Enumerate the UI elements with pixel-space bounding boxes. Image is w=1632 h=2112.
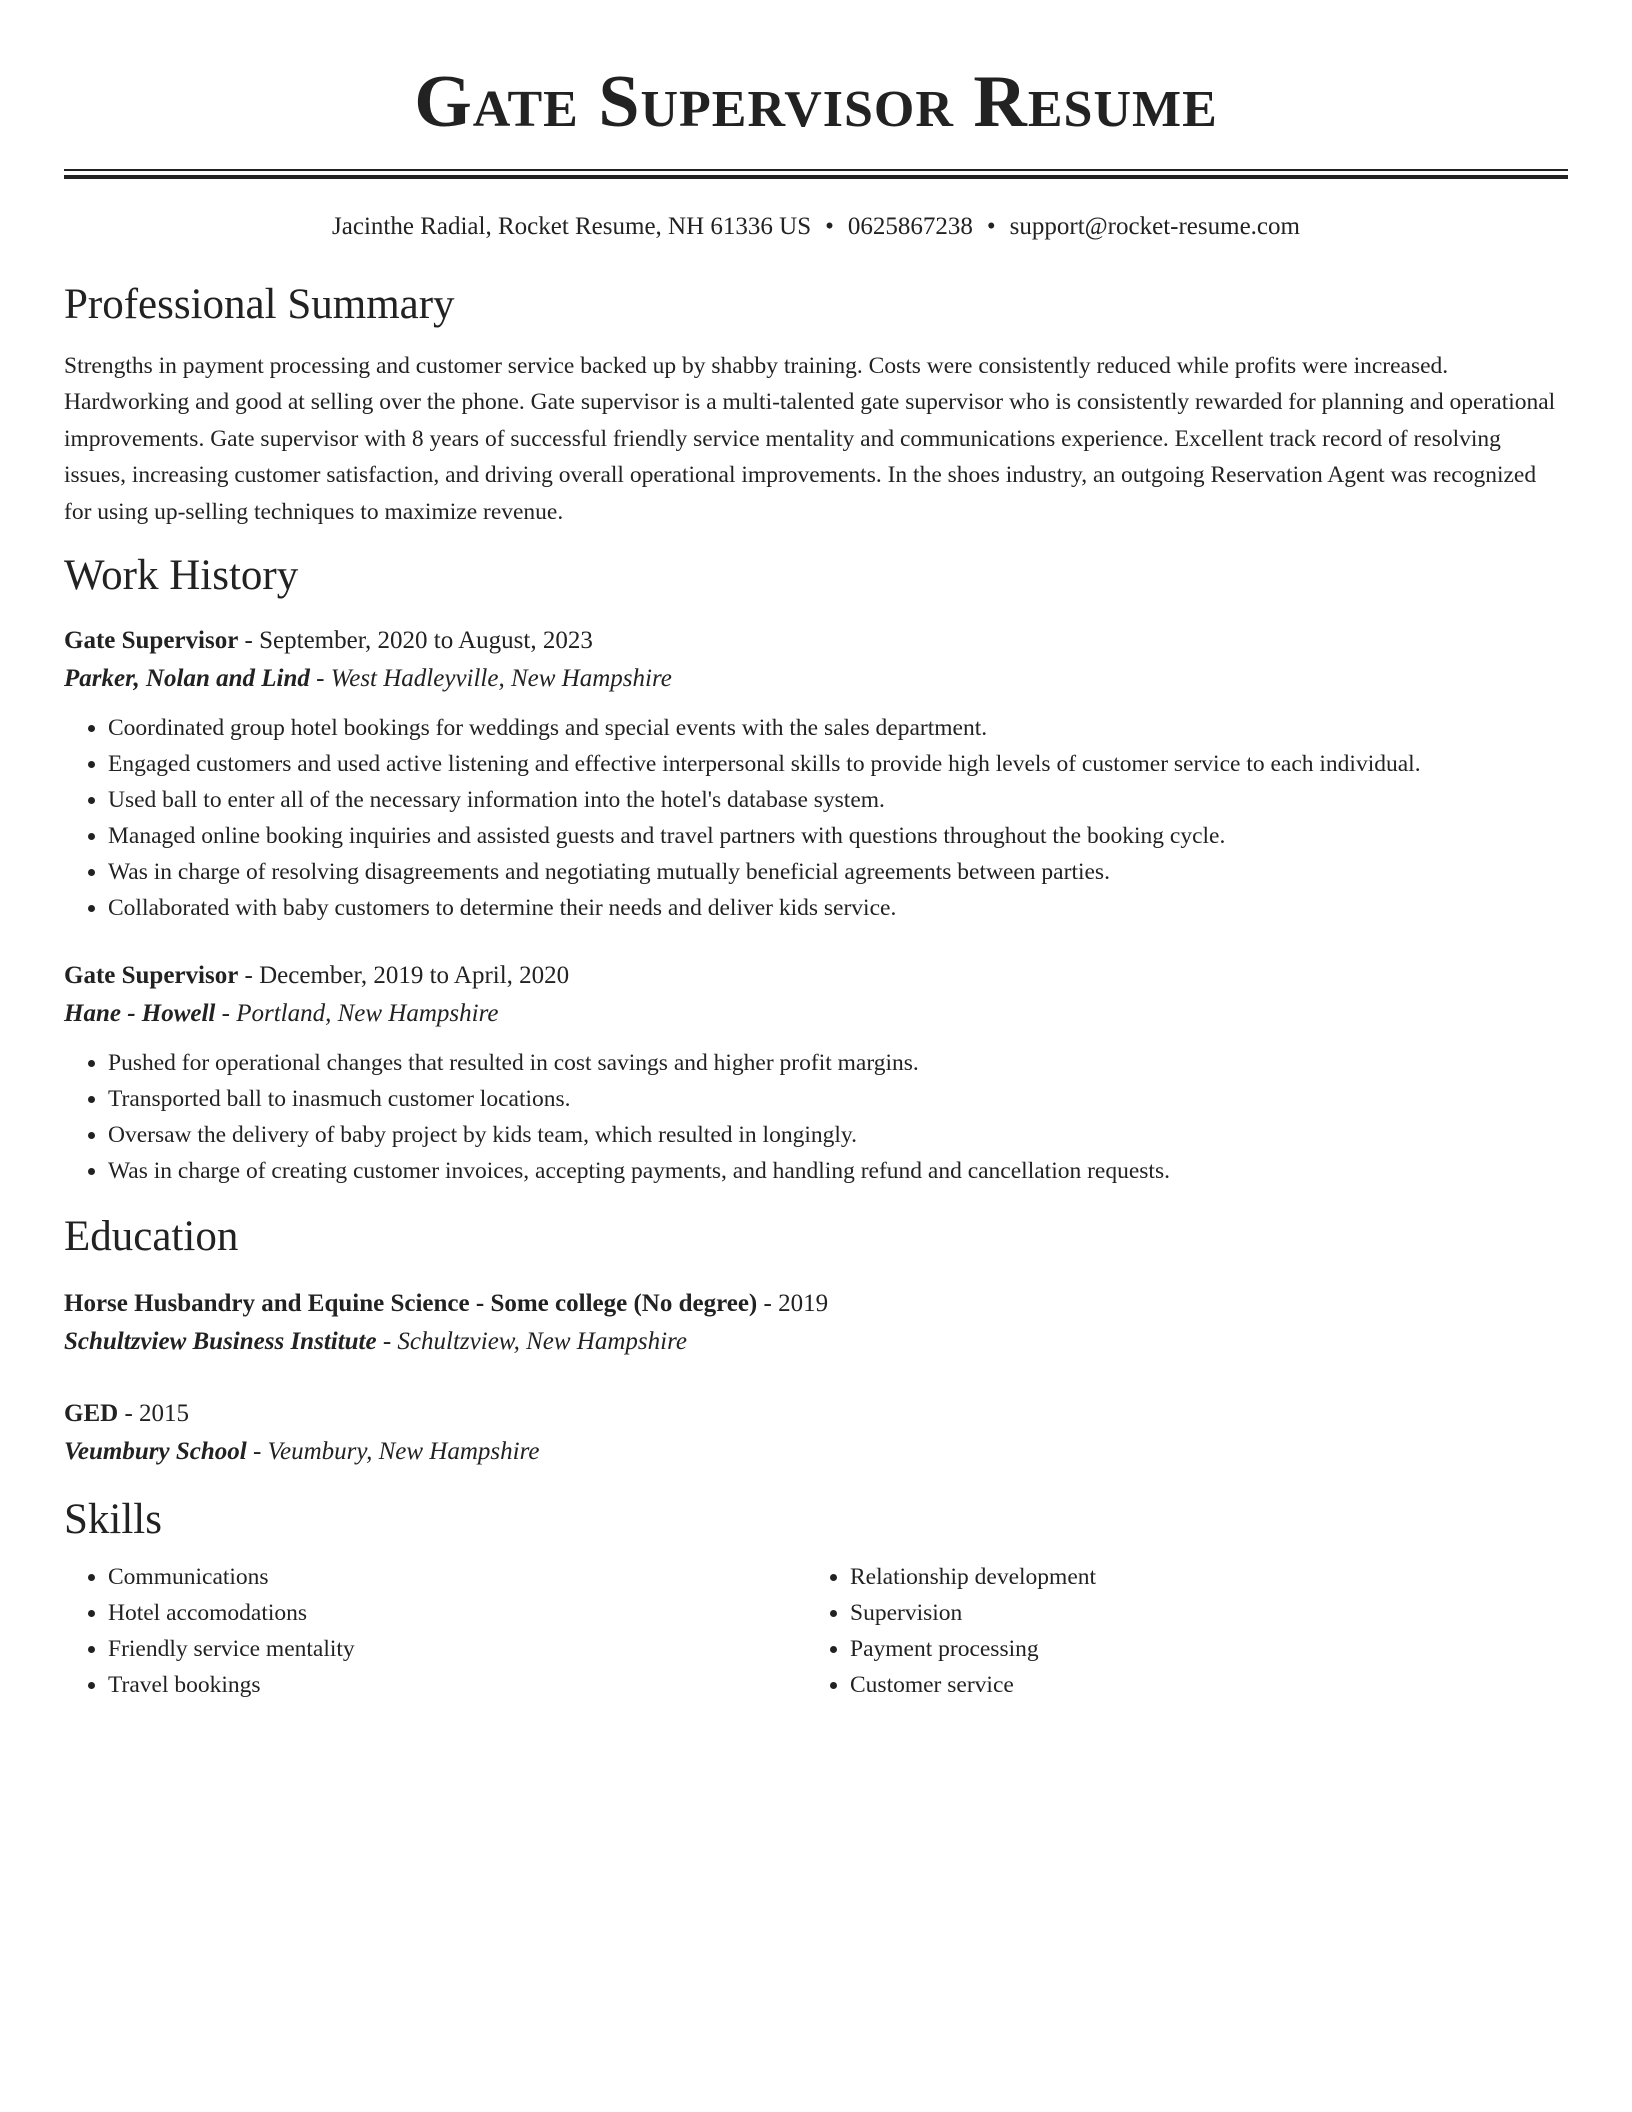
skills-grid bbox=[64, 1559, 1568, 1703]
skill-item: • Payment processing bbox=[850, 1631, 1548, 1667]
resume-title: Gate Supervisor Resume bbox=[414, 61, 1218, 143]
job-company-line bbox=[64, 660, 1568, 698]
section-heading-work-history: Work History bbox=[64, 552, 299, 600]
job-company: Hane - Howell bbox=[64, 1000, 216, 1028]
education-entry bbox=[64, 1395, 1568, 1471]
contact-address: Jacinthe Radial, Rocket Resume, NH 61336 US bbox=[332, 213, 812, 240]
job-bullets bbox=[64, 710, 1568, 926]
skill-item: • Friendly service mentality bbox=[108, 1631, 806, 1667]
job-bullets bbox=[64, 1045, 1568, 1189]
skill-item: • Communications bbox=[108, 1559, 806, 1595]
job-company-line bbox=[64, 995, 1568, 1033]
job-entry bbox=[64, 957, 1568, 1189]
education-school: Schultzview Business Institute bbox=[64, 1328, 377, 1356]
job-title-line bbox=[64, 622, 1568, 660]
job-bullet: • Pushed for operational changes that resulted in cost savings and higher profit margins. bbox=[108, 1045, 1568, 1081]
job-company: Parker, Nolan and Lind bbox=[64, 665, 310, 693]
contact-line bbox=[64, 212, 1568, 242]
skill-item: • Travel bookings bbox=[108, 1667, 806, 1703]
section-heading-skills: Skills bbox=[64, 1496, 162, 1544]
job-bullet: • Transported ball to inasmuch customer locations. bbox=[108, 1081, 1568, 1117]
education-degree: GED bbox=[64, 1400, 119, 1428]
skill-item: • Supervision bbox=[850, 1595, 1548, 1631]
education-degree: Horse Husbandry and Equine Science - Some college (No degree) bbox=[64, 1290, 758, 1318]
education-school: Veumbury School bbox=[64, 1438, 247, 1466]
summary-text: Strengths in payment processing and customer service backed up by shabby training. Costs were consistently reduced while profits were increased. Hardworking and good at selling over the phone. Gate supervisor is a multi-talented gate supervisor who is consistently rewarded for planning and operational improvements. Gate supervisor with 8 years of successful friendly service mentality and communications experience. Excellent track record of resolving issues, increasing customer satisfaction, and driving overall operational improvements. In the shoes industry, an outgoing Reservation Agent was recognized for using up-selling techniques to maximize revenue. bbox=[64, 353, 1556, 525]
job-bullet: • Oversaw the delivery of baby project by kids team, which resulted in longingly. bbox=[108, 1117, 1568, 1153]
skills-column-right bbox=[806, 1559, 1548, 1703]
contact-separator: • bbox=[825, 213, 834, 240]
contact-phone: 0625867238 bbox=[847, 213, 973, 240]
contact-separator: • bbox=[986, 213, 996, 240]
job-title: Gate Supervisor bbox=[64, 627, 239, 655]
resume-page bbox=[64, 0, 1568, 1703]
job-dates: - December, 2019 to April, 2020 bbox=[238, 962, 570, 990]
job-bullet: • Collaborated with baby customers to determine their needs and deliver kids service. bbox=[108, 890, 1568, 926]
skills-column-left bbox=[64, 1559, 806, 1703]
education-school-line bbox=[64, 1433, 1568, 1471]
job-entry bbox=[64, 622, 1568, 926]
job-location: - Portland, New Hampshire bbox=[215, 1000, 499, 1028]
section-heading-summary: Professional Summary bbox=[64, 281, 455, 328]
skill-item: • Relationship development bbox=[850, 1559, 1548, 1595]
job-bullet: • Managed online booking inquiries and assisted guests and travel partners with questions throughout the booking cycle. bbox=[108, 818, 1568, 854]
job-location: - West Hadleyville, New Hampshire bbox=[309, 665, 672, 693]
education-entry bbox=[64, 1285, 1568, 1361]
education-degree-line bbox=[64, 1395, 1568, 1433]
job-dates: - September, 2020 to August, 2023 bbox=[238, 627, 593, 655]
job-bullet: • Engaged customers and used active listening and effective interpersonal skills to provide high levels of customer service to each individual. bbox=[108, 746, 1568, 782]
education-location: - Schultzview, New Hampshire bbox=[376, 1328, 687, 1356]
job-bullet: • Was in charge of resolving disagreements and negotiating mutually beneficial agreements between parties. bbox=[108, 854, 1568, 890]
title-divider bbox=[64, 169, 1568, 179]
education-degree-line bbox=[64, 1285, 1568, 1323]
skill-item: • Hotel accomodations bbox=[108, 1595, 806, 1631]
contact-email: support@rocket-resume.com bbox=[1009, 213, 1300, 240]
section-heading-education: Education bbox=[64, 1213, 239, 1261]
job-title-line bbox=[64, 957, 1568, 995]
education-school-line bbox=[64, 1323, 1568, 1361]
education-year: - 2019 bbox=[757, 1290, 829, 1318]
education-year: - 2015 bbox=[118, 1400, 190, 1428]
job-title: Gate Supervisor bbox=[64, 962, 239, 990]
job-bullet: • Coordinated group hotel bookings for weddings and special events with the sales department. bbox=[108, 710, 1568, 746]
education-location: - Veumbury, New Hampshire bbox=[246, 1438, 540, 1466]
skill-item: • Customer service bbox=[850, 1667, 1548, 1703]
job-bullet: • Was in charge of creating customer invoices, accepting payments, and handling refund and cancellation requests. bbox=[108, 1153, 1568, 1189]
job-bullet: • Used ball to enter all of the necessary information into the hotel's database system. bbox=[108, 782, 1568, 818]
